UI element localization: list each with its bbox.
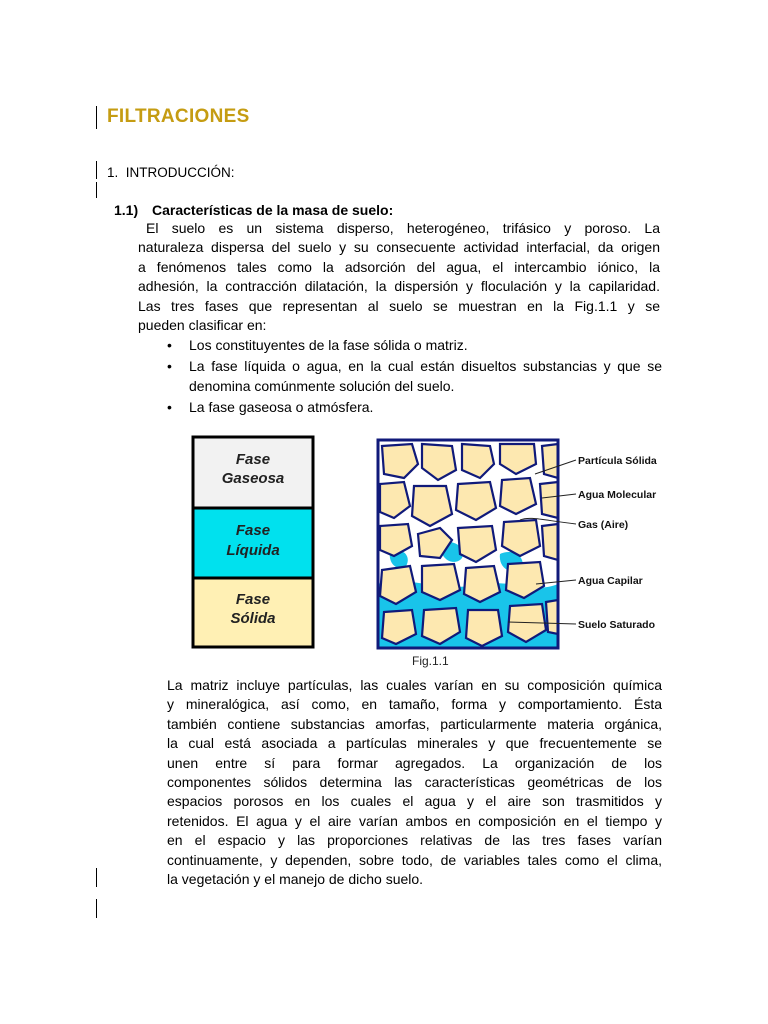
paragraph-line: la vegetación y el manejo de dicho suelo. <box>167 871 424 888</box>
bullet-list <box>165 336 662 420</box>
intro-label: INTRODUCCIÓN: <box>125 165 235 180</box>
paragraph-line: unen entre sí para formar agregados. La organización de los <box>167 754 662 771</box>
list-item <box>165 357 662 396</box>
paragraph-2 <box>167 676 662 889</box>
soil-structure <box>378 440 558 648</box>
section-title: Características de la masa de suelo: <box>152 202 394 218</box>
soil-particle <box>542 444 558 478</box>
revision-bar <box>96 868 97 887</box>
phase-gas-line2: Gaseosa <box>221 470 285 487</box>
phase-solid-line2: Sólida <box>230 610 276 627</box>
paragraph-line: también contiene substancias amorfas, particularmente materia orgánica, <box>167 715 662 732</box>
paragraph-line: La matriz incluye partículas, las cuales varían en su composición química <box>167 677 662 693</box>
paragraph-line: adhesión, la contracción dilatación, la dispersión y floculación y la capilaridad. <box>138 278 660 295</box>
list-item-text: Los constituyentes de la fase sólida o matriz. <box>189 337 468 353</box>
section-heading <box>114 202 393 218</box>
list-item-text: La fase líquida o agua, en la cual están disueltos substancias y que se denomina comúnmente solución del suelo. <box>189 358 662 394</box>
phase-liquid-line1: Fase <box>235 522 271 539</box>
label-agua-molecular: Agua Molecular <box>578 489 657 501</box>
paragraph-line: en el espacio y las proporciones relativas de las tres fases varían <box>167 832 662 849</box>
soil-particle <box>542 524 558 560</box>
soil-particle <box>540 482 558 518</box>
paragraph-line: El suelo es un sistema disperso, heterogéneo, trifásico y poroso. La <box>146 220 660 236</box>
paragraph-line: Las tres fases que representan al suelo se muestran en la Fig.1.1 y se <box>138 297 660 314</box>
list-item <box>165 336 662 355</box>
list-item <box>165 398 662 417</box>
soil-particle <box>546 600 558 634</box>
intro-number: 1. <box>107 165 119 180</box>
paragraph-line: a fenómenos tales como la adsorción del agua, el intercambio iónico, la <box>138 258 660 275</box>
revision-bar <box>96 106 97 129</box>
paragraph-line: continuamente, y dependen, sobre todo, de variables tales como el clima, <box>167 851 662 868</box>
revision-bar <box>96 161 97 179</box>
paragraph-line: naturaleza dispersa del suelo y su consecuente actividad interfacial, da origen <box>138 239 660 256</box>
page-title: FILTRACIONES <box>107 106 250 127</box>
paragraph-line: y mineralógica, así como, en tamaño, forma y comportamiento. Ésta <box>167 696 662 713</box>
paragraph-line: componentes sólidos determina las características geométricas de los <box>167 774 662 791</box>
paragraph-line: la cual está asociada a partículas minerales y que frecuentemente se <box>167 735 662 752</box>
soil-phases-diagram <box>190 434 680 650</box>
label-gas-aire: Gas (Aire) <box>578 519 629 531</box>
soil-phases-figure <box>190 434 680 655</box>
intro-heading <box>107 165 235 180</box>
phase-column <box>193 437 313 647</box>
label-agua-capilar: Agua Capilar <box>578 575 643 587</box>
section-number: 1.1) <box>114 202 139 218</box>
label-particula-solida: Partícula Sólida <box>578 455 657 467</box>
label-suelo-saturado: Suelo Saturado <box>578 619 656 631</box>
revision-bar <box>96 899 97 918</box>
paragraph-line: pueden clasificar en: <box>138 317 267 334</box>
figure-caption: Fig.1.1 <box>412 654 449 668</box>
phase-solid-line1: Fase <box>235 591 271 608</box>
bullet-icon: • <box>167 399 172 416</box>
revision-bar <box>96 182 97 198</box>
phase-liquid-line2: Líquida <box>226 542 280 559</box>
phase-gas-line1: Fase <box>235 451 271 468</box>
bullet-icon: • <box>167 358 172 375</box>
bullet-icon: • <box>167 337 172 353</box>
list-item-text: La fase gaseosa o atmósfera. <box>189 399 374 416</box>
paragraph-line: retenidos. El agua y el aire varían ambos en composición en el tiempo y <box>167 812 662 829</box>
paragraph-1 <box>138 219 660 335</box>
paragraph-line: espacios porosos en los cuales el agua y el aire son trasmitidos y <box>167 793 662 810</box>
